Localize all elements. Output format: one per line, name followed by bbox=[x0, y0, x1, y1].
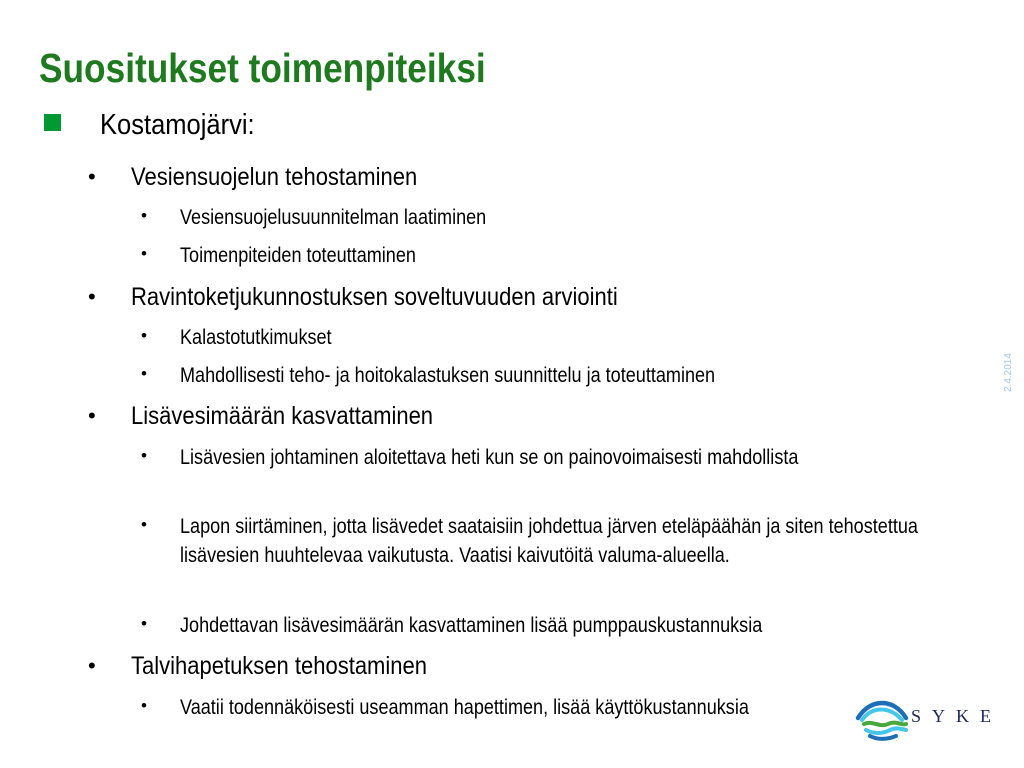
slide-title: Suositukset toimenpiteiksi bbox=[39, 45, 486, 91]
level3-item: Toimenpiteiden toteuttaminen bbox=[180, 244, 416, 267]
square-bullet-icon bbox=[44, 114, 61, 131]
round-bullet-icon: • bbox=[141, 446, 147, 465]
level2-item: Ravintoketjukunnostuksen soveltuvuuden arviointi bbox=[131, 283, 618, 311]
level3-item: Johdettavan lisävesimäärän kasvattaminen lisää pumppauskustannuksia bbox=[180, 614, 763, 637]
level2-item: Vesiensuojelun tehostaminen bbox=[131, 163, 418, 191]
level3-item: Lapon siirtäminen, jotta lisävedet saataisiin johdettua järven eteläpäähän ja siten tehostettua lisävesien huuhtelevaa vaikutusta. Vaatisi kaivutöitä valuma-alueella. bbox=[180, 515, 918, 567]
round-bullet-icon: • bbox=[88, 403, 96, 428]
slide-date: 2.4.2014 bbox=[1003, 353, 1014, 392]
round-bullet-icon: • bbox=[141, 515, 147, 534]
round-bullet-icon: • bbox=[141, 364, 147, 383]
round-bullet-icon: • bbox=[88, 164, 96, 189]
level3-item: Vesiensuojelusuunnitelman laatiminen bbox=[180, 206, 487, 229]
level1-heading: Kostamojärvi: bbox=[100, 109, 255, 141]
level3-item: Mahdollisesti teho- ja hoitokalastuksen suunnittelu ja toteuttaminen bbox=[180, 364, 716, 387]
round-bullet-icon: • bbox=[141, 614, 147, 633]
level3-item: Kalastotutkimukset bbox=[180, 326, 332, 349]
round-bullet-icon: • bbox=[141, 326, 147, 345]
logo-text: SYKE bbox=[911, 706, 1003, 726]
round-bullet-icon: • bbox=[141, 696, 147, 715]
level2-item: Talvihapetuksen tehostaminen bbox=[131, 652, 427, 680]
round-bullet-icon: • bbox=[141, 244, 147, 263]
level3-item: Vaatii todennäköisesti useamman hapettimen, lisää käyttökustannuksia bbox=[180, 696, 749, 719]
round-bullet-icon: • bbox=[141, 206, 147, 225]
round-bullet-icon: • bbox=[88, 284, 96, 309]
round-bullet-icon: • bbox=[88, 653, 96, 678]
level3-item: Lisävesien johtaminen aloitettava heti kun se on painovoimaisesti mahdollista bbox=[180, 446, 799, 469]
level2-item: Lisävesimäärän kasvattaminen bbox=[131, 402, 434, 430]
